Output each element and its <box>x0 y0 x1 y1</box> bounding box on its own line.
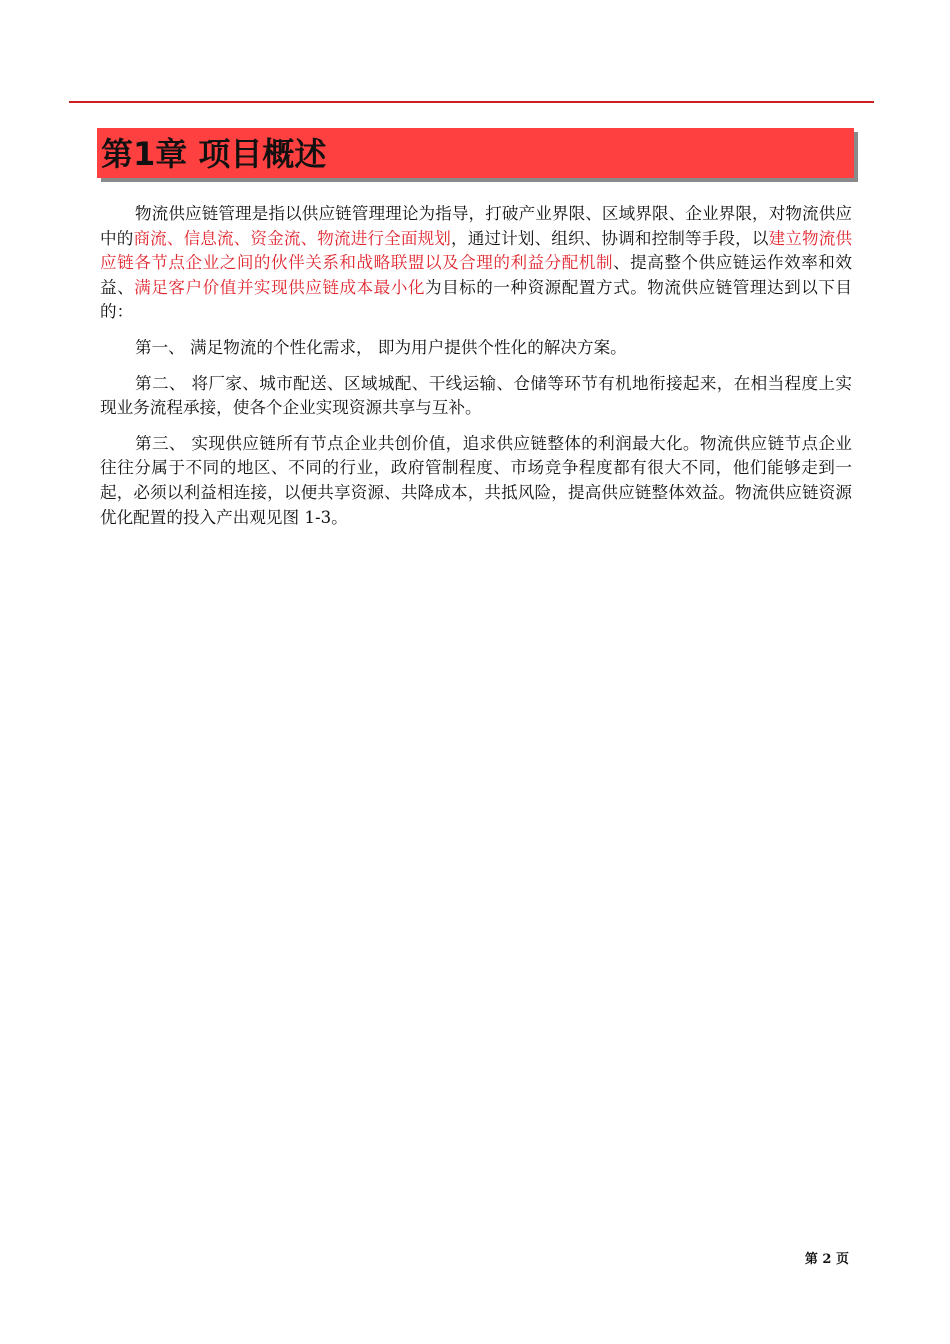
chapter-title: 第1章 项目概述 <box>101 135 327 173</box>
paragraph-first-goal: 第一、 满足物流的个性化需求， 即为用户提供个性化的解决方案。 <box>135 337 627 357</box>
page-number: 第 2 页 <box>804 1252 849 1267</box>
header-rule <box>69 101 874 103</box>
paragraph-second-goal: 第二、 将厂家、城市配送、区域城配、干线运输、仓储等环节有机地衔接起来，在相当程度上实现业务流程承接，使各个企业实现资源共享与互补。 <box>100 373 852 418</box>
paragraph-intro <box>100 202 852 325</box>
intro-text-4: 为目标的一种资源配置方式。物流供应链管理达到以下目的： <box>100 277 853 322</box>
highlight-planning: 商流、信息流、资金流、物流进行全面规划 <box>133 228 451 248</box>
highlight-customer-value: 满足客户价值并实现供应链成本最小化 <box>134 277 425 297</box>
highlight-partnership: 建立物流供应链各节点企业之间的伙伴关系和战略联盟以及合理的利益分配机制 <box>100 228 853 273</box>
intro-text-1: 物流供应链管理是指以供应链管理理论为指导，打破产业界限、区域界限、企业界限，对物流供应中的 <box>100 204 852 248</box>
chapter-banner <box>97 128 854 178</box>
intro-text-2: ，通过计划、组织、协调和控制等手段，以 <box>451 228 769 248</box>
intro-text-3: 、提高整个供应链运作效率和效益、 <box>100 253 853 297</box>
body-text <box>100 202 852 541</box>
paragraph-third-goal: 第三、 实现供应链所有节点企业共创价值，追求供应链整体的利润最大化。物流供应链节点企业往往分属于不同的地区、不同的行业，政府管制程度、市场竞争程度都有很大不同，他们能够走到一起，必须以利益相连接，以便共享资源、共降成本，共抵风险，提高供应链整体效益。物流供应链资源优化配置的投入产出观见图 1-3。 <box>100 433 852 527</box>
